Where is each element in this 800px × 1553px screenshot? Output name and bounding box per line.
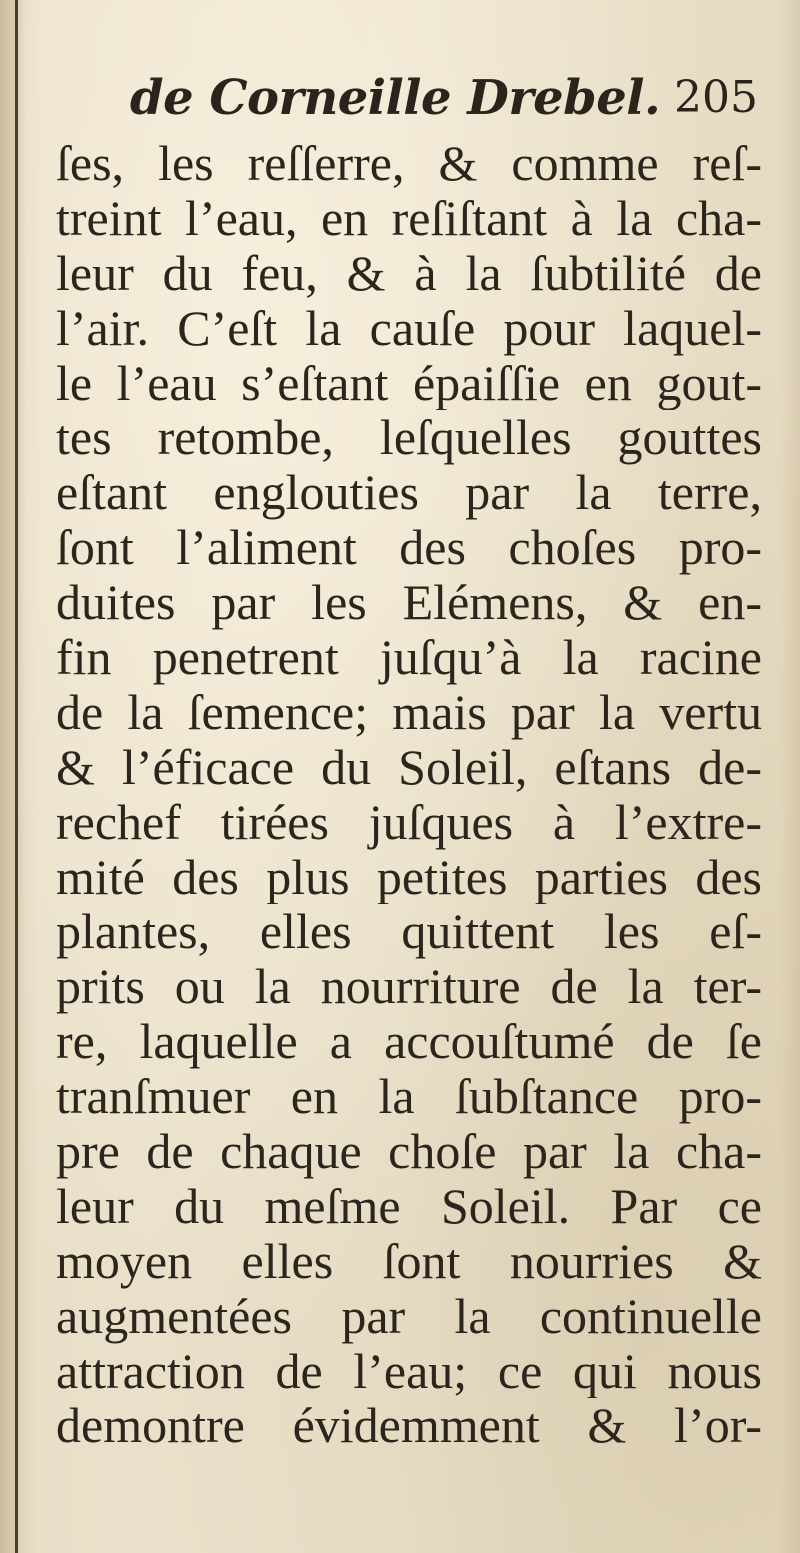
text-line: leur du meſme Soleil. Par ce bbox=[56, 1178, 762, 1234]
page-number: 205 bbox=[674, 72, 758, 123]
text-line: le l’eau s’eſtant épaiſſie en gout- bbox=[56, 355, 762, 411]
text-line: prits ou la nourriture de la ter- bbox=[56, 959, 762, 1015]
body-text bbox=[56, 136, 762, 1453]
text-line: attraction de l’eau; ce qui nous bbox=[56, 1343, 762, 1399]
text-line: de la ſemence; mais par la vertu bbox=[56, 684, 762, 740]
text-line: tranſmuer en la ſubſtance pro- bbox=[56, 1069, 762, 1125]
text-line: & l’éficace du Soleil, eſtans de- bbox=[56, 739, 762, 795]
text-line: re, laquelle a accouſtumé de ſe bbox=[56, 1014, 762, 1070]
text-line: ſont l’aliment des choſes pro- bbox=[56, 520, 762, 576]
text-line: moyen elles ſont nourries & bbox=[56, 1233, 762, 1289]
text-line: l’air. C’eſt la cauſe pour laquel- bbox=[56, 300, 762, 356]
text-line: rechef tirées juſques à l’extre- bbox=[56, 794, 762, 850]
text-line: pre de chaque choſe par la cha- bbox=[56, 1124, 762, 1179]
text-line: plantes, elles quittent les eſ- bbox=[56, 904, 762, 960]
text-line: ſes, les reſſerre, & comme reſ- bbox=[56, 136, 762, 191]
running-head-title: de Corneille Drebel. bbox=[130, 70, 661, 126]
text-line: duites par les Elémens, & en- bbox=[56, 575, 762, 631]
text-line: demontre évidemment & l’or- bbox=[56, 1398, 762, 1454]
page-binding-shadow bbox=[0, 0, 26, 1553]
text-line: fin penetrent juſqu’à la racine bbox=[56, 630, 762, 685]
text-line: tes retombe, leſquelles gouttes bbox=[56, 410, 762, 466]
text-line: eſtant englouties par la terre, bbox=[56, 465, 762, 521]
text-line: treint l’eau, en reſiſtant à la cha- bbox=[56, 190, 762, 246]
text-line: augmentées par la continuelle bbox=[56, 1288, 762, 1344]
gutter-line bbox=[15, 0, 18, 1553]
text-line: mité des plus petites parties des bbox=[56, 849, 762, 905]
text-line: leur du feu, & à la ſubtilité de bbox=[56, 245, 762, 301]
running-head bbox=[130, 62, 770, 142]
